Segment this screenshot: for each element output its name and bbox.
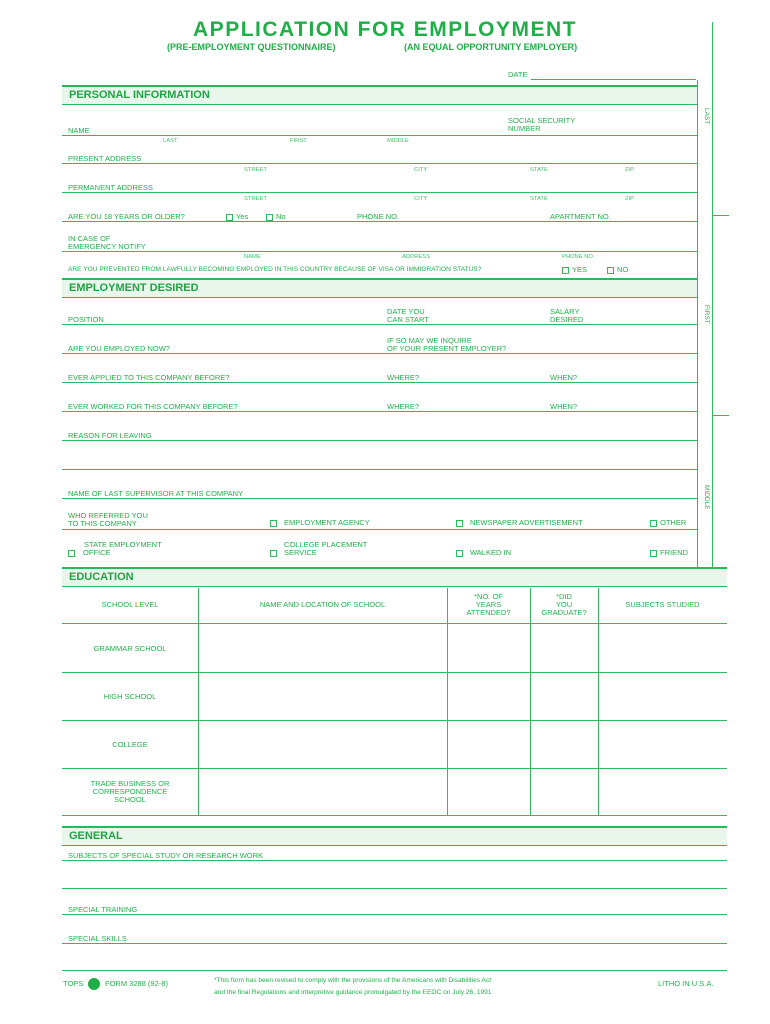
brand-label: TOPS — [63, 979, 84, 988]
position-label: POSITION — [68, 315, 104, 324]
start-date-label-line1: DATE YOU — [387, 307, 425, 316]
col-header-graduate-line1: *DID — [556, 592, 572, 601]
em-phone-caption: PHONE NO. — [562, 254, 595, 260]
form-subtitle-left: (PRE-EMPLOYMENT QUESTIONNAIRE) — [167, 42, 336, 52]
row-trade-line3: SCHOOL — [114, 795, 146, 804]
section-heading: GENERAL — [69, 830, 123, 842]
no-label: No — [276, 212, 286, 221]
state-employment-option[interactable] — [68, 549, 111, 557]
checkbox[interactable] — [456, 550, 463, 557]
special-study-field[interactable] — [62, 849, 727, 861]
applied-before-field[interactable] — [62, 371, 697, 383]
reason-leaving-label: REASON FOR LEAVING — [68, 431, 152, 440]
table-divider — [62, 815, 727, 816]
inquire-label-line2: OF YOUR PRESENT EMPLOYER? — [387, 344, 507, 353]
option-label: SERVICE — [284, 548, 317, 557]
present-address-label: PRESENT ADDRESS — [68, 154, 142, 163]
table-divider — [62, 623, 727, 624]
name-field[interactable] — [62, 124, 697, 136]
section-general — [62, 826, 727, 846]
option-label: FRIEND — [660, 548, 688, 557]
college-placement-label-line1: COLLEGE PLACEMENT — [284, 540, 368, 549]
section-heading: PERSONAL INFORMATION — [69, 89, 210, 101]
education-table — [62, 588, 727, 816]
row-college: COLLEGE — [112, 740, 148, 749]
section-heading: EDUCATION — [69, 571, 134, 583]
name-first-caption: FIRST — [290, 138, 307, 144]
ssn-label-line1: SOCIAL SECURITY — [508, 116, 576, 125]
checkbox[interactable] — [650, 550, 657, 557]
salary-label-line1: SALARY — [550, 307, 580, 316]
age-phone-row-field[interactable] — [62, 210, 697, 222]
employment-agency-option[interactable] — [270, 519, 370, 527]
col-header-graduate-line3: GRADUATE? — [541, 608, 587, 617]
section-heading: EMPLOYMENT DESIRED — [69, 282, 199, 294]
phone-no-label: PHONE NO. — [357, 212, 400, 221]
special-study-label: SUBJECTS OF SPECIAL STUDY OR RESEARCH WORK — [68, 851, 264, 860]
date-label: DATE — [508, 70, 528, 79]
where-label: WHERE? — [387, 402, 420, 411]
col-header-graduate-line2: YOU — [555, 600, 573, 609]
where-label: WHERE? — [387, 373, 420, 382]
visa-yes-option[interactable] — [562, 266, 587, 274]
salary-label-line2: DESIRED — [550, 315, 584, 324]
col-header-school-name: NAME AND LOCATION OF SCHOOL — [259, 600, 386, 609]
city-caption: CITY — [414, 167, 428, 173]
option-label: EMPLOYMENT AGENCY — [284, 518, 370, 527]
age-question: ARE YOU 18 YEARS OR OLDER? — [68, 212, 185, 221]
permanent-address-label: PERMANENT ADDRESS — [68, 183, 153, 192]
option-label: OTHER — [660, 518, 687, 527]
start-date-label-line2: CAN START — [387, 315, 429, 324]
state-caption: STATE — [530, 167, 548, 173]
inquire-label-line1: IF SO MAY WE INQUIRE — [387, 336, 472, 345]
reason-leaving-field[interactable] — [62, 429, 697, 441]
last-supervisor-field[interactable] — [62, 487, 697, 499]
option-label: OFFICE — [83, 548, 111, 557]
state-caption: STATE — [530, 196, 548, 202]
row-high-school: HIGH SCHOOL — [103, 692, 157, 701]
reason-leaving-field-2[interactable] — [62, 458, 697, 470]
side-label-middle: MIDDLE — [703, 485, 710, 510]
employed-now-field[interactable] — [62, 342, 697, 354]
walked-in-option[interactable] — [456, 549, 511, 557]
divider — [62, 529, 697, 530]
checkbox[interactable] — [650, 520, 657, 527]
present-address-field[interactable] — [62, 152, 697, 164]
apartment-no-label: APARTMENT NO. — [550, 212, 611, 221]
option-label: WALKED IN — [470, 548, 511, 557]
position-row-field[interactable] — [62, 313, 697, 325]
side-label-first: FIRST — [703, 305, 710, 324]
name-middle-caption: MIDDLE — [387, 138, 409, 144]
city-caption: CITY — [414, 196, 428, 202]
yes-label: Yes — [236, 212, 249, 221]
zip-caption: ZIP — [625, 196, 635, 202]
emergency-label-line2: EMERGENCY NOTIFY — [68, 242, 146, 251]
last-supervisor-label: NAME OF LAST SUPERVISOR AT THIS COMPANY — [68, 489, 244, 498]
form-number: FORM 3288 (92-8) — [105, 979, 168, 988]
state-employment-label-line1: STATE EMPLOYMENT — [84, 540, 162, 549]
employed-now-label: ARE YOU EMPLOYED NOW? — [68, 344, 170, 353]
row-trade-line2: CORRESPONDENCE — [92, 787, 168, 796]
permanent-address-field[interactable] — [62, 181, 697, 193]
section-education — [62, 567, 727, 587]
emergency-label-line1: IN CASE OF — [68, 234, 111, 243]
right-margin-line — [712, 22, 713, 587]
footer-note-line2: and the final Regulations and interpretive guidance promulgated by the EEOC on July 26, 1991 — [214, 989, 492, 996]
no-label: NO — [617, 265, 629, 274]
emergency-contact-field[interactable] — [62, 240, 697, 252]
special-training-field[interactable] — [62, 903, 727, 915]
em-address-caption: ADDRESS — [402, 254, 431, 260]
college-placement-option[interactable] — [270, 549, 317, 557]
em-name-caption: NAME — [244, 254, 261, 260]
side-tick — [712, 415, 729, 416]
date-field[interactable] — [531, 68, 696, 80]
friend-option[interactable] — [650, 549, 688, 557]
form-title: APPLICATION FOR EMPLOYMENT — [193, 18, 577, 41]
special-study-field-2[interactable] — [62, 877, 727, 889]
worked-before-label: EVER WORKED FOR THIS COMPANY BEFORE? — [68, 402, 238, 411]
name-last-caption: LAST — [163, 138, 178, 144]
table-divider — [62, 768, 727, 769]
row-grammar-school: GRAMMAR SCHOOL — [93, 644, 167, 653]
special-skills-field[interactable] — [62, 932, 727, 944]
form-subtitle-right: (AN EQUAL OPPORTUNITY EMPLOYER) — [404, 42, 578, 52]
table-divider — [62, 672, 727, 673]
section-personal-information — [62, 85, 697, 105]
applied-before-label: EVER APPLIED TO THIS COMPANY BEFORE? — [68, 373, 230, 382]
yes-label: YES — [572, 265, 588, 274]
zip-caption: ZIP — [625, 167, 635, 173]
special-training-label: SPECIAL TRAINING — [68, 905, 138, 914]
checkbox[interactable] — [607, 267, 614, 274]
checkbox[interactable] — [270, 550, 277, 557]
inner-margin-line — [697, 80, 698, 587]
referred-label-line2: TO THIS COMPANY — [68, 519, 137, 528]
other-option[interactable] — [650, 519, 686, 527]
worked-before-field[interactable] — [62, 400, 697, 412]
special-skills-label: SPECIAL SKILLS — [68, 934, 127, 943]
checkbox[interactable] — [562, 267, 569, 274]
street-caption: STREET — [244, 167, 267, 173]
checkbox[interactable] — [68, 550, 75, 557]
side-tick — [712, 215, 729, 216]
table-divider — [62, 720, 727, 721]
referred-label-line1: WHO REFERRED YOU — [68, 511, 148, 520]
option-label: NEWSPAPER ADVERTISEMENT — [470, 518, 583, 527]
col-header-years-line3: ATTENDED? — [466, 608, 511, 617]
section-employment-desired — [62, 278, 697, 298]
when-label: WHEN? — [550, 373, 578, 382]
checkbox[interactable] — [270, 520, 277, 527]
footer-divider — [62, 970, 727, 971]
checkbox[interactable] — [456, 520, 463, 527]
street-caption: STREET — [244, 196, 267, 202]
side-label-last: LAST — [703, 108, 710, 125]
tops-logo-icon — [88, 978, 100, 990]
ssn-label-line2: NUMBER — [508, 124, 541, 133]
newspaper-option[interactable] — [456, 519, 583, 527]
col-header-years-line1: *NO. OF — [474, 592, 503, 601]
footer-note-line1: *This form has been revised to comply with the provisions of the Americans with Disabilities Act — [214, 977, 492, 984]
col-header-subjects: SUBJECTS STUDIED — [625, 600, 700, 609]
name-label: NAME — [68, 126, 90, 135]
col-header-years-line2: YEARS — [475, 600, 502, 609]
col-header-school-level: SCHOOL LEVEL — [101, 600, 159, 609]
row-trade-line1: TRADE BUSINESS OR — [90, 779, 170, 788]
when-label: WHEN? — [550, 402, 578, 411]
visa-no-option[interactable] — [607, 266, 628, 274]
litho-label: LITHO IN U.S.A. — [658, 979, 714, 988]
visa-question: ARE YOU PREVENTED FROM LAWFULLY BECOMING EMPLOYED IN THIS COUNTRY BECAUSE OF VISA OR IMMIGRATION STATUS? — [68, 266, 482, 273]
